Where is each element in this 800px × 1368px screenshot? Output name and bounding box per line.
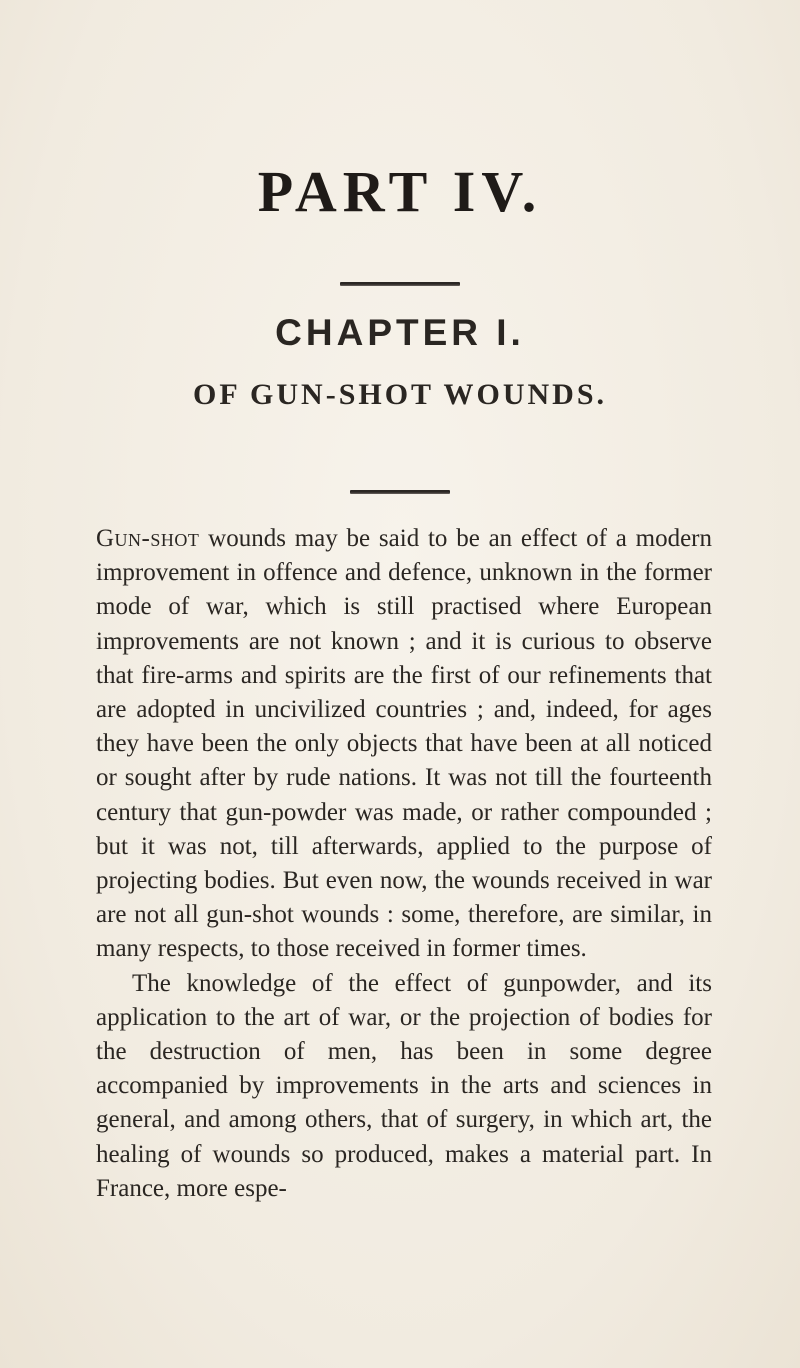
chapter-heading: CHAPTER I. — [275, 312, 525, 353]
paragraph-lead-word: Gun-shot — [96, 525, 200, 552]
body-text — [96, 522, 712, 1206]
part-heading: PART IV. — [257, 159, 543, 224]
chapter-title: OF GUN-SHOT WOUNDS. — [193, 378, 607, 411]
paragraph-2: The knowledge of the effect of gunpowder, and its application to the art of war, or the projection of bodies for the destruction of men, has been in some degree accompanied by improvements in the arts and sciences in general, and among others, that of surgery, in which art, the healing of wounds so produced, makes a material part. In France, more espe- — [96, 969, 712, 1202]
paragraph-1-text: wounds may be said to be an effect of a modern improvement in offence and defence, unknown in the former mode of war, which is still practised where European improvements are not known ; and it is curious to observe that fire-arms and spirits are the first of our refinements that are adopted in uncivilized countries ; and, indeed, for ages they have been the only objects that have been at all noticed or sought after by rude nations. It was not till the fourteenth century that gun-powder was made, or rather compounded ; but it was not, till afterwards, applied to the purpose of projecting bodies. But even now, the wounds received in war are not all gun-shot wounds : some, therefore, are similar, in many respects, to those received in former times. — [96, 525, 712, 963]
paragraph-1 — [96, 522, 712, 967]
ornamental-rule-bottom — [350, 490, 450, 494]
ornamental-rule-top — [340, 282, 460, 286]
